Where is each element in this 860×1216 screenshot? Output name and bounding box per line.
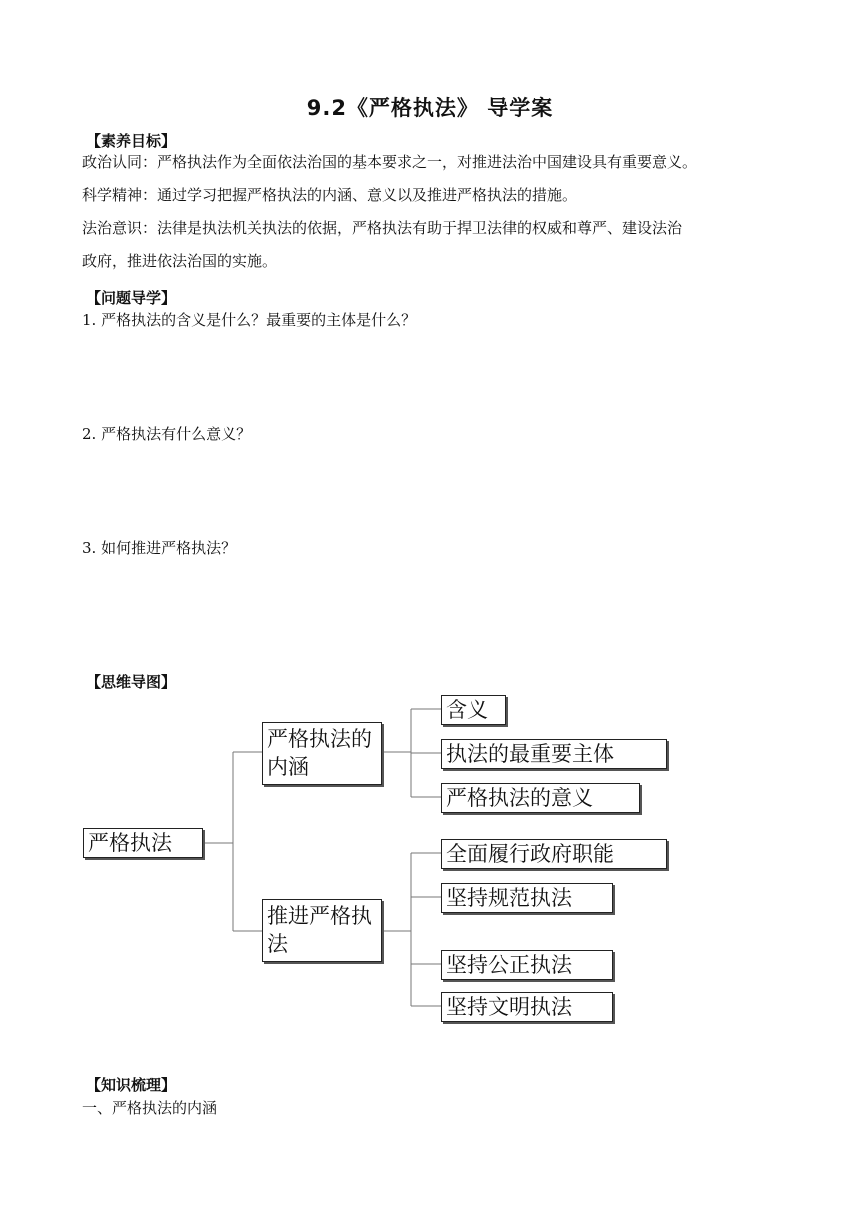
mindmap-leaf-fair-enforcement: 坚持公正执法 [441, 950, 613, 980]
mindmap-leaf-standard-enforcement: 坚持规范执法 [441, 883, 613, 913]
mindmap-root: 严格执法 [83, 828, 203, 858]
question-1: 1. 严格执法的含义是什么？最重要的主体是什么？ [82, 311, 417, 329]
mindmap-leaf-main-subject: 执法的最重要主体 [441, 739, 667, 769]
knowledge-item-1: 一、严格执法的内涵 [82, 1099, 218, 1117]
literacy-header: 【素养目标】 [86, 132, 177, 150]
literacy-line-2: 科学精神：通过学习把握严格执法的内涵、意义以及推进严格执法的措施。 [82, 186, 578, 204]
mindmap-leaf-government-functions: 全面履行政府职能 [441, 839, 667, 869]
literacy-line-3: 法治意识：法律是执法机关执法的依据，严格执法有助于捍卫法律的权威和尊严、建设法治 [82, 219, 683, 237]
mindmap-branch-promote: 推进严格执法 [262, 899, 382, 962]
knowledge-header: 【知识梳理】 [86, 1076, 177, 1094]
mindmap-header: 【思维导图】 [86, 673, 177, 691]
page-title: 9.2《严格执法》 导学案 [306, 96, 554, 120]
mindmap-leaf-civilized-enforcement: 坚持文明执法 [441, 992, 613, 1022]
literacy-line-1: 政治认同：严格执法作为全面依法治国的基本要求之一，对推进法治中国建设具有重要意义。 [82, 153, 698, 171]
question-3: 3. 如何推进严格执法？ [82, 539, 237, 557]
mindmap-branch-meaning: 严格执法的内涵 [262, 722, 382, 785]
question-2: 2. 严格执法有什么意义？ [82, 425, 252, 443]
questions-header: 【问题导学】 [86, 289, 177, 307]
literacy-line-4: 政府，推进依法治国的实施。 [82, 252, 278, 270]
mindmap-leaf-definition: 含义 [441, 695, 506, 725]
mindmap-leaf-significance: 严格执法的意义 [441, 783, 640, 813]
